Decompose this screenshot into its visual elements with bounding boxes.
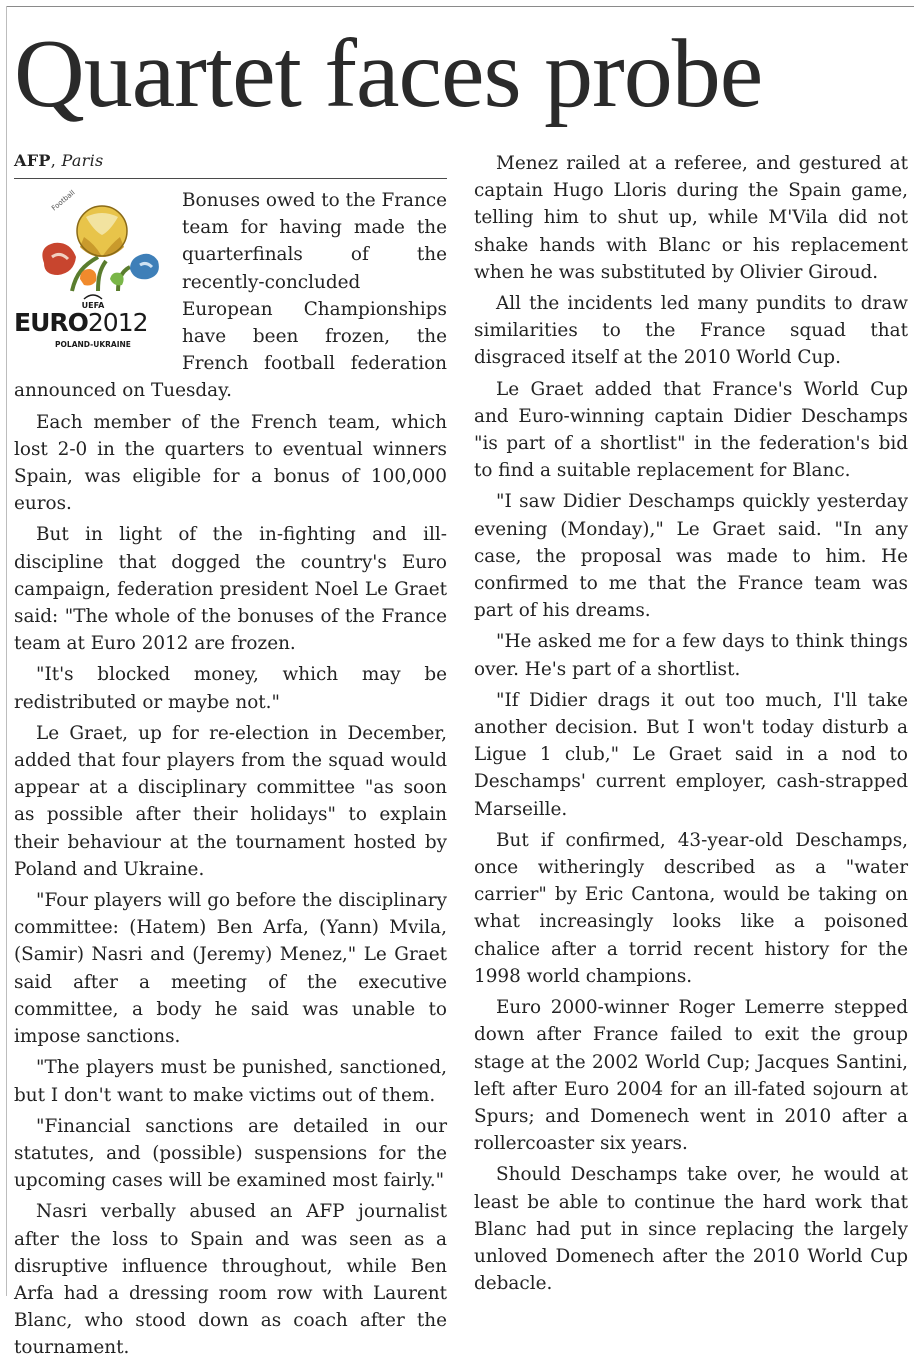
paragraph-c1-3: But in light of the in-fighting and ill-discipline that dogged the country's Euro campaign, federation president Noel Le Graet said: "The whole of the bonuses of the France team at Euro 2012 are frozen.	[14, 524, 447, 655]
paragraph-c2-9: Should Deschamps take over, he would at least be able to continue the hard work that Blanc had put in since replacing the largely unloved Domenech after the 2010 World Cup debacle.	[474, 1164, 908, 1295]
byline: AFP, Paris	[14, 150, 447, 179]
paragraph-c1-6: "Four players will go before the disciplinary committee: (Hatem) Ben Arfa, (Yann) Mvila, (Samir) Nasri and (Jeremy) Menez," Le Graet said after a meeting of the executive committee, a body he said was unable to impose sanctions.	[14, 890, 447, 1048]
logo-title	[14, 308, 148, 337]
paragraph-c1-2: Each member of the French team, which lost 2-0 in the quarters to eventual winners Spain, was eligible for a bonus of 100,000 euros.	[14, 411, 447, 515]
paragraph-c2-3: Le Graet added that France's World Cup and Euro-winning captain Didier Deschamps "is part of a shortlist" in the federation's bid to find a suitable replacement for Blanc.	[474, 378, 908, 482]
logo-subtitle: POLAND-UKRAINE	[55, 340, 131, 349]
paragraph-c1-7: "The players must be punished, sanctioned, but I don't want to make victims out of them.	[14, 1057, 447, 1106]
euro2012-logo-graphic	[14, 187, 172, 351]
paragraph-c2-2: All the incidents led many pundits to draw similarities to the France squad that disgraced itself at the 2010 World Cup.	[474, 293, 908, 369]
byline-city: Paris	[61, 151, 104, 170]
left-rule	[6, 6, 7, 1296]
article-column-2	[474, 150, 908, 1301]
headline: Quartet faces probe	[14, 20, 763, 128]
logo-title-b: 2012	[87, 308, 148, 337]
paragraph-c1-9: Nasri verbally abused an AFP journalist after the loss to Spain and was seen as a disruptive influence throughout, while Ben Arfa had a dressing room row with Laurent Blanc, who stood down as coach after the tournament.	[14, 1201, 447, 1359]
paragraph-c2-1: Menez railed at a referee, and gestured at captain Hugo Lloris during the Spain game, telling him to shut up, while M'Vila did not shake hands with Blanc or his replacement when he was substituted by Olivier Giroud.	[474, 153, 908, 283]
paragraph-c1-4: "It's blocked money, which may be redistributed or maybe not."	[14, 664, 447, 713]
paragraph-c1-8: "Financial sanctions are detailed in our statutes, and (possible) suspensions for the upcoming cases will be examined most fairly."	[14, 1115, 447, 1192]
paragraph-c1-5: Le Graet, up for re-election in December, added that four players from the squad would appear at a disciplinary committee "as soon as possible after their holidays" to explain their behaviour at the tournament hosted by Poland and Ukraine.	[14, 722, 447, 880]
euro2012-logo-icon	[14, 187, 172, 351]
paragraph-c2-7: But if confirmed, 43-year-old Deschamps, once witheringly described as a "water carrier" by Eric Cantona, would be taking on what increasingly looks like a poisoned chalice after a torrid recent history for the 1998 world champions.	[474, 829, 908, 987]
top-rule	[6, 6, 914, 7]
logo-org: UEFA	[81, 301, 105, 310]
paragraph-c2-6: "If Didier drags it out too much, I'll take another decision. But I won't today disturb a Ligue 1 club," Le Graet said in a nod to Deschamps' current employer, cash-strapped Marseille.	[474, 689, 908, 820]
svg-text:Football: Football	[50, 188, 77, 213]
article-column-1	[14, 150, 447, 1366]
byline-agency: AFP	[14, 151, 51, 170]
paragraph-c1-1: Bonuses owed to the France team for having made the quarterfinals of the recently-concluded European Championships have been frozen, the French football federation announced on Tuesday.	[14, 190, 448, 402]
paragraph-c2-5: "He asked me for a few days to think things over. He's part of a shortlist.	[474, 631, 908, 680]
logo-title-a: EURO	[14, 308, 88, 337]
paragraph-c2-8: Euro 2000-winner Roger Lemerre stepped down after France failed to exit the group stage at the 2002 World Cup; Jacques Santini, left after Euro 2004 for an ill-fated sojourn at Spurs; and Domenech went in 2010 after a rollercoaster six years.	[474, 997, 908, 1155]
paragraph-c2-4: "I saw Didier Deschamps quickly yesterday evening (Monday)," Le Graet said. "In any case, the proposal was made to him. He confirmed to me that the France team was part of his dreams.	[474, 491, 908, 622]
